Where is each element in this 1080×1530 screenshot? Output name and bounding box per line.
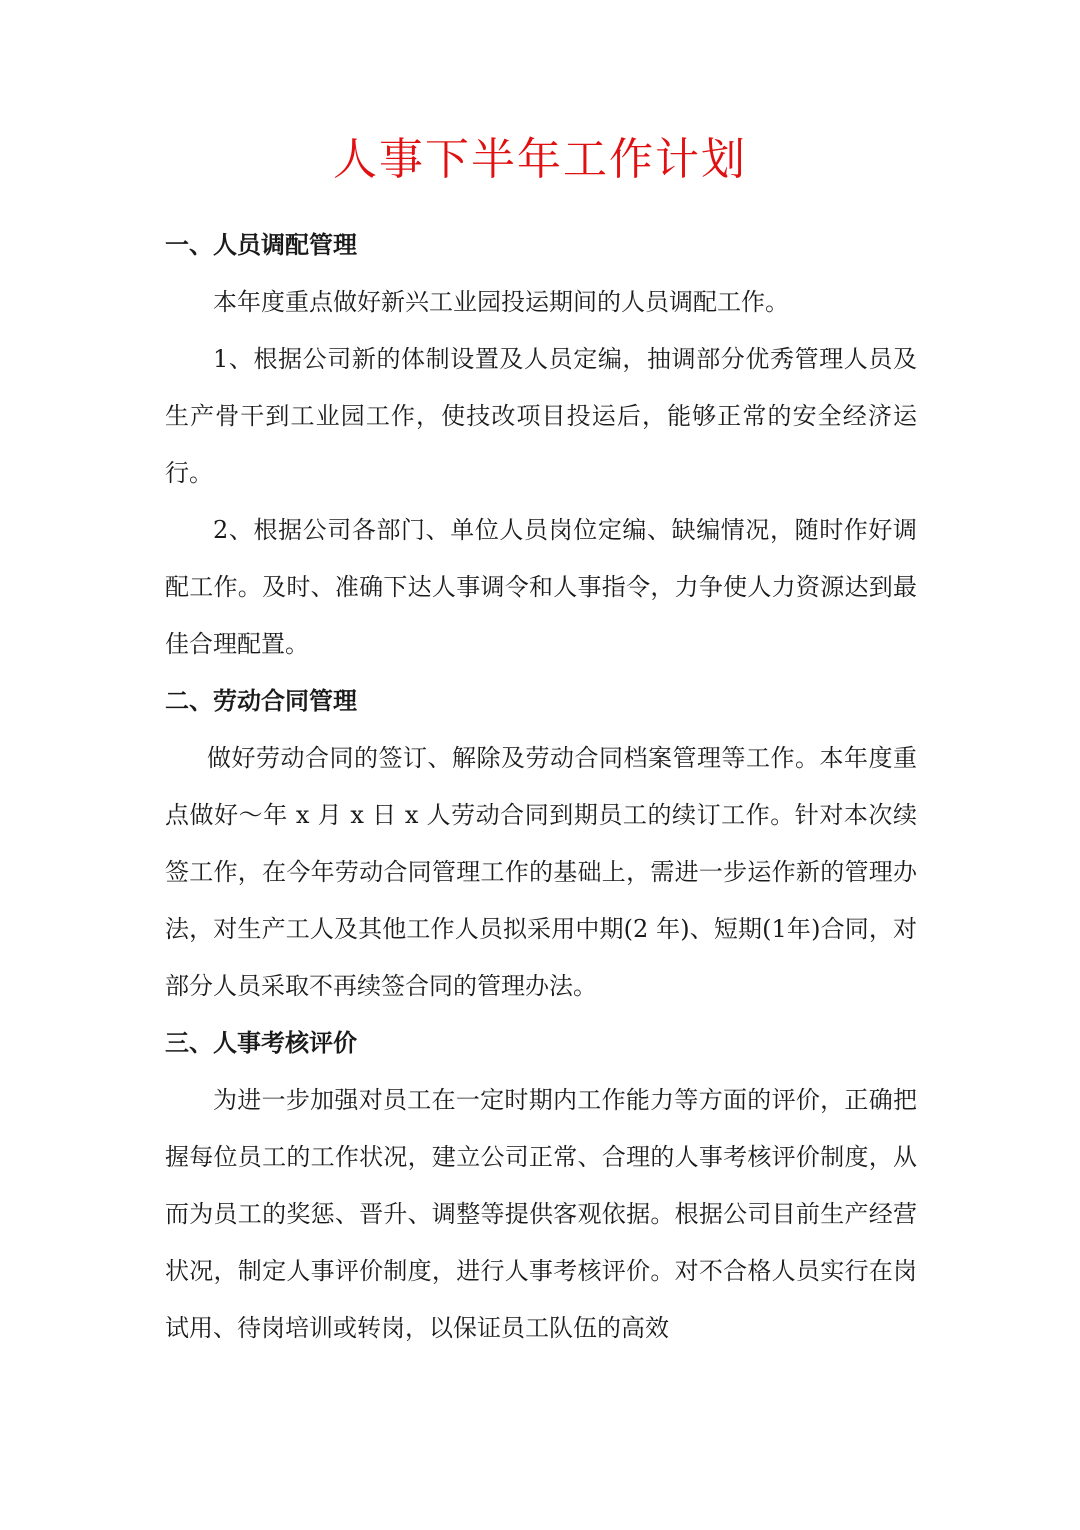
document-title: 人事下半年工作计划: [333, 134, 747, 185]
section-heading: 一、人员调配管理: [165, 231, 357, 259]
section-heading: 三、人事考核评价: [165, 1029, 357, 1057]
document-body: [165, 217, 917, 1357]
section-staff-allocation: [165, 217, 917, 673]
section-heading: 二、劳动合同管理: [165, 687, 357, 715]
paragraph: 为进一步加强对员工在一定时期内工作能力等方面的评价，正确把握每位员工的工作状况，建立公司正常、合理的人事考核评价制度，从而为员工的奖惩、晋升、调整等提供客观依据。根据公司目前生产经营状况，制定人事评价制度，进行人事考核评价。对不合格人员实行在岗试用、待岗培训或转岗，以保证员工队伍的高效: [165, 1086, 917, 1342]
paragraph: 本年度重点做好新兴工业园投运期间的人员调配工作。: [213, 288, 789, 316]
section-personnel-evaluation: [165, 1015, 917, 1357]
paragraph: 2、根据公司各部门、单位人员岗位定编、缺编情况，随时作好调配工作。及时、准确下达人事调令和人事指令，力争使人力资源达到最佳合理配置。: [165, 516, 917, 658]
section-labor-contract: [165, 673, 917, 1015]
paragraph: 1、根据公司新的体制设置及人员定编，抽调部分优秀管理人员及生产骨干到工业园工作，使技改项目投运后，能够正常的安全经济运行。: [165, 345, 917, 487]
paragraph: 做好劳动合同的签订、解除及劳动合同档案管理等工作。本年度重点做好～年 x 月 x 日 x 人劳动合同到期员工的续订工作。针对本次续签工作，在今年劳动合同管理工作的基础上，需进一步运作新的管理办法，对生产工人及其他工作人员拟采用中期(2 年)、短期(1年)合同，对部分人员采取不再续签合同的管理办法。: [165, 744, 917, 1000]
